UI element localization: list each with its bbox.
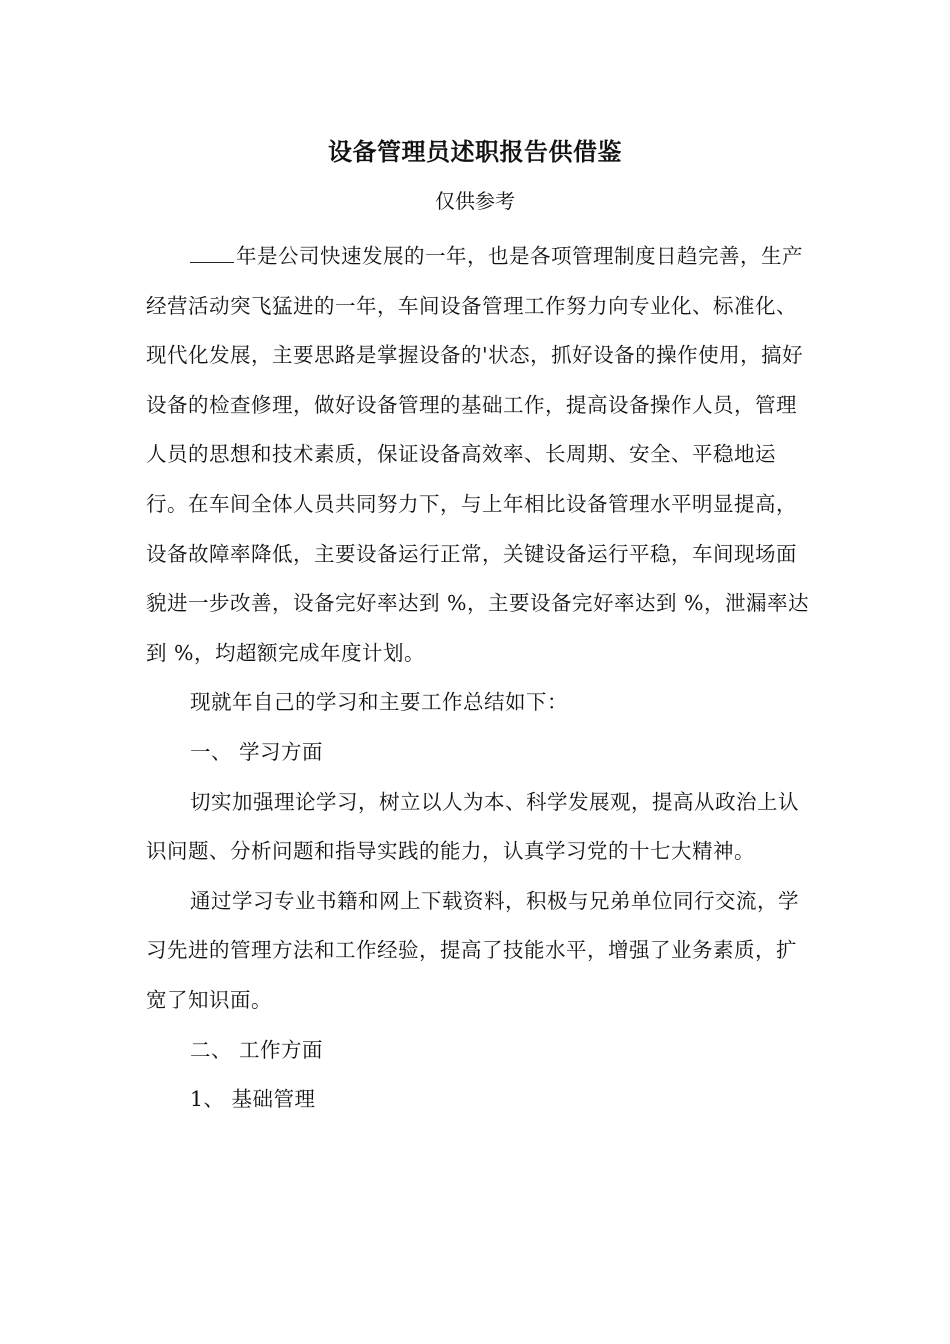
paragraph-summary-lead: 现就年自己的学习和主要工作总结如下： — [190, 690, 568, 715]
paragraph-intro-text: 年是公司快速发展的一年，也是各项管理制度日趋完善，生产经营活动突飞猛进的一年，车间设备管理工作努力向专业化、标准化、现代化发展，主要思路是掌握设备的'状态，抓好设备的操作使用，搞好设备的检查修理，做好设备管理的基础工作，提高设备操作人员，管理人员的思想和技术素质，保证设备高效率、长周期、安全、平稳地运行。在车间全体人员共同努力下，与上年相比设备管理水平明显提高，设备故障率降低，主要设备运行正常，关键设备运行平稳，车间现场面貌进一步改善，设备完好率达到 %，主要设备完好率达到 %，泄漏率达到 %，均超额完成年度计划。 — [146, 244, 809, 665]
paragraph-intro — [146, 232, 811, 678]
heading-work: 二、 工作方面 — [190, 1037, 324, 1062]
paragraph-study-theory: 切实加强理论学习，树立以人为本、科学发展观，提高从政治上认识问题、分析问题和指导实践的能力，认真学习党的十七大精神。 — [146, 789, 799, 864]
heading-study: 一、 学习方面 — [190, 739, 324, 764]
fill-in-blank — [190, 246, 234, 263]
document-body — [146, 232, 811, 1125]
heading-basic-management: 1、 基础管理 — [190, 1087, 316, 1112]
document-title: 设备管理员述职报告供借鉴 — [328, 138, 622, 166]
document-subtitle: 仅供参考 — [435, 189, 515, 213]
paragraph-study-professional: 通过学习专业书籍和网上下载资料，积极与兄弟单位同行交流，学习先进的管理方法和工作经验，提高了技能水平，增强了业务素质，扩宽了知识面。 — [146, 888, 799, 1012]
